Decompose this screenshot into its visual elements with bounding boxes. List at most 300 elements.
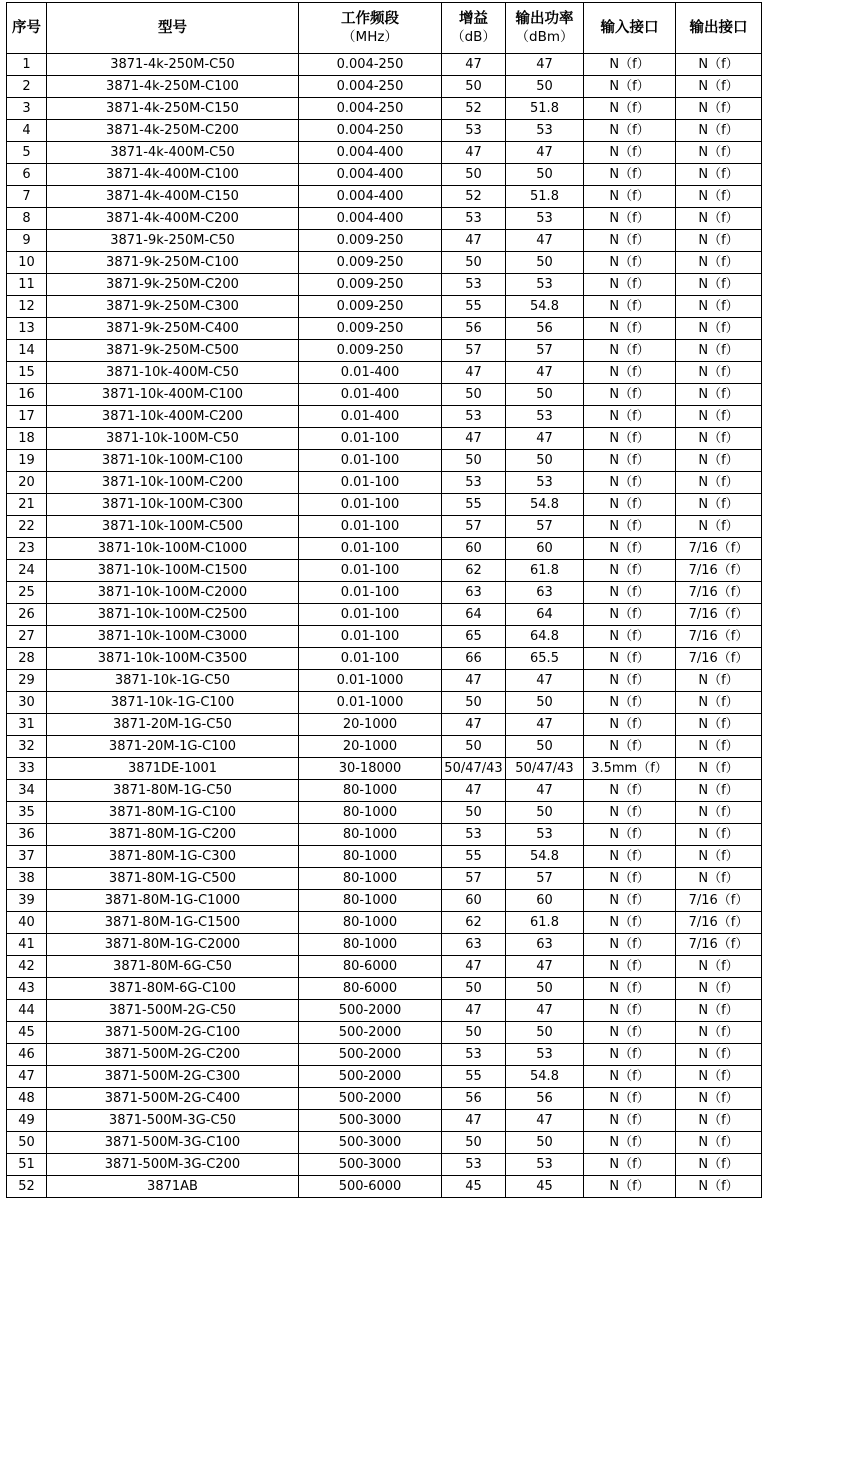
cell-model: 3871-10k-1G-C50 (47, 670, 299, 692)
cell-frequency-band: 0.004-400 (299, 142, 442, 164)
cell-output-power: 50 (506, 1022, 584, 1044)
cell-serial-number: 5 (7, 142, 47, 164)
cell-frequency-band: 0.009-250 (299, 296, 442, 318)
cell-gain: 50 (442, 1022, 506, 1044)
cell-output-power: 51.8 (506, 98, 584, 120)
cell-serial-number: 48 (7, 1088, 47, 1110)
cell-serial-number: 6 (7, 164, 47, 186)
cell-output-power: 47 (506, 428, 584, 450)
cell-serial-number: 46 (7, 1044, 47, 1066)
header-input-connector (584, 3, 676, 54)
cell-frequency-band: 80-6000 (299, 978, 442, 1000)
product-spec-table (6, 2, 762, 1198)
cell-output-power: 53 (506, 208, 584, 230)
cell-gain: 53 (442, 120, 506, 142)
cell-gain: 50 (442, 692, 506, 714)
cell-output-power: 53 (506, 824, 584, 846)
cell-output-power: 47 (506, 142, 584, 164)
cell-output-connector: N（f） (676, 714, 762, 736)
cell-gain: 53 (442, 406, 506, 428)
header-model-label: 型号 (158, 20, 187, 36)
cell-gain: 53 (442, 274, 506, 296)
cell-input-connector: N（f） (584, 120, 676, 142)
cell-model: 3871-9k-250M-C500 (47, 340, 299, 362)
table-row (7, 142, 762, 164)
cell-input-connector: N（f） (584, 714, 676, 736)
cell-serial-number: 1 (7, 54, 47, 76)
cell-frequency-band: 0.01-100 (299, 450, 442, 472)
cell-output-power: 50 (506, 736, 584, 758)
cell-output-connector: N（f） (676, 230, 762, 252)
cell-serial-number: 8 (7, 208, 47, 230)
cell-input-connector: N（f） (584, 692, 676, 714)
cell-output-connector: N（f） (676, 296, 762, 318)
table-row (7, 648, 762, 670)
cell-model: 3871-80M-1G-C1000 (47, 890, 299, 912)
cell-model: 3871-10k-400M-C200 (47, 406, 299, 428)
table-row (7, 516, 762, 538)
cell-input-connector: N（f） (584, 1000, 676, 1022)
cell-model: 3871-4k-250M-C100 (47, 76, 299, 98)
header-gain-unit: （dB） (451, 29, 496, 45)
cell-serial-number: 29 (7, 670, 47, 692)
cell-gain: 50 (442, 164, 506, 186)
cell-gain: 52 (442, 186, 506, 208)
cell-model: 3871-10k-100M-C200 (47, 472, 299, 494)
cell-frequency-band: 80-1000 (299, 824, 442, 846)
table-row (7, 934, 762, 956)
cell-output-connector: N（f） (676, 472, 762, 494)
cell-serial-number: 50 (7, 1132, 47, 1154)
cell-gain: 53 (442, 208, 506, 230)
cell-output-connector: N（f） (676, 1132, 762, 1154)
cell-gain: 65 (442, 626, 506, 648)
cell-serial-number: 42 (7, 956, 47, 978)
header-output-connector-label: 输出接口 (689, 20, 748, 36)
cell-frequency-band: 0.01-100 (299, 516, 442, 538)
cell-model: 3871-10k-100M-C300 (47, 494, 299, 516)
cell-frequency-band: 0.01-100 (299, 626, 442, 648)
cell-frequency-band: 500-2000 (299, 1066, 442, 1088)
header-frequency-band (299, 3, 442, 54)
cell-serial-number: 4 (7, 120, 47, 142)
cell-model: 3871-500M-2G-C200 (47, 1044, 299, 1066)
cell-input-connector: N（f） (584, 362, 676, 384)
cell-serial-number: 52 (7, 1176, 47, 1198)
cell-serial-number: 10 (7, 252, 47, 274)
table-row (7, 1154, 762, 1176)
header-input-connector-label: 输入接口 (600, 20, 659, 36)
cell-model: 3871-9k-250M-C50 (47, 230, 299, 252)
cell-frequency-band: 0.01-400 (299, 362, 442, 384)
cell-output-connector: N（f） (676, 978, 762, 1000)
cell-input-connector: N（f） (584, 1176, 676, 1198)
table-row (7, 670, 762, 692)
cell-serial-number: 43 (7, 978, 47, 1000)
cell-serial-number: 30 (7, 692, 47, 714)
cell-model: 3871-4k-250M-C200 (47, 120, 299, 142)
cell-frequency-band: 80-1000 (299, 780, 442, 802)
cell-frequency-band: 0.01-100 (299, 648, 442, 670)
cell-serial-number: 11 (7, 274, 47, 296)
cell-output-connector: N（f） (676, 208, 762, 230)
cell-model: 3871-10k-100M-C3000 (47, 626, 299, 648)
cell-model: 3871-80M-6G-C100 (47, 978, 299, 1000)
cell-output-power: 60 (506, 890, 584, 912)
header-frequency-band-label: 工作频段 (341, 11, 399, 27)
cell-output-power: 54.8 (506, 494, 584, 516)
cell-model: 3871-4k-250M-C50 (47, 54, 299, 76)
header-output-power (506, 3, 584, 54)
cell-frequency-band: 0.01-400 (299, 406, 442, 428)
cell-frequency-band: 20-1000 (299, 714, 442, 736)
cell-frequency-band: 80-1000 (299, 934, 442, 956)
cell-model: 3871-9k-250M-C100 (47, 252, 299, 274)
cell-model: 3871-10k-400M-C50 (47, 362, 299, 384)
table-row (7, 230, 762, 252)
table-row (7, 54, 762, 76)
cell-output-power: 51.8 (506, 186, 584, 208)
table-row (7, 714, 762, 736)
cell-output-connector: 7/16（f） (676, 890, 762, 912)
table-row (7, 1132, 762, 1154)
cell-input-connector: N（f） (584, 582, 676, 604)
cell-output-power: 56 (506, 318, 584, 340)
cell-gain: 50 (442, 978, 506, 1000)
cell-output-connector: N（f） (676, 120, 762, 142)
cell-model: 3871-500M-2G-C300 (47, 1066, 299, 1088)
cell-input-connector: N（f） (584, 538, 676, 560)
cell-gain: 63 (442, 934, 506, 956)
cell-output-connector: N（f） (676, 1154, 762, 1176)
table-header (7, 3, 762, 54)
cell-serial-number: 47 (7, 1066, 47, 1088)
cell-output-connector: N（f） (676, 406, 762, 428)
table-row (7, 494, 762, 516)
cell-model: 3871-4k-400M-C150 (47, 186, 299, 208)
cell-gain: 53 (442, 1154, 506, 1176)
cell-gain: 60 (442, 538, 506, 560)
cell-output-power: 50 (506, 1132, 584, 1154)
cell-frequency-band: 0.004-250 (299, 98, 442, 120)
table-row (7, 1000, 762, 1022)
table-row (7, 362, 762, 384)
cell-model: 3871-500M-2G-C400 (47, 1088, 299, 1110)
cell-output-power: 60 (506, 538, 584, 560)
table-row (7, 560, 762, 582)
cell-output-power: 50 (506, 76, 584, 98)
cell-output-connector: N（f） (676, 1110, 762, 1132)
table-row (7, 472, 762, 494)
cell-output-connector: N（f） (676, 1066, 762, 1088)
cell-output-power: 54.8 (506, 846, 584, 868)
cell-input-connector: N（f） (584, 780, 676, 802)
cell-gain: 52 (442, 98, 506, 120)
cell-output-connector: N（f） (676, 450, 762, 472)
table-row (7, 626, 762, 648)
cell-input-connector: N（f） (584, 252, 676, 274)
cell-serial-number: 23 (7, 538, 47, 560)
header-output-power-label: 输出功率 (515, 11, 574, 27)
cell-gain: 47 (442, 428, 506, 450)
cell-gain: 50 (442, 802, 506, 824)
cell-serial-number: 24 (7, 560, 47, 582)
cell-output-connector: 7/16（f） (676, 912, 762, 934)
cell-serial-number: 19 (7, 450, 47, 472)
cell-output-power: 50 (506, 384, 584, 406)
cell-gain: 47 (442, 714, 506, 736)
cell-frequency-band: 0.01-100 (299, 428, 442, 450)
cell-output-connector: N（f） (676, 780, 762, 802)
cell-output-connector: 7/16（f） (676, 934, 762, 956)
cell-serial-number: 21 (7, 494, 47, 516)
cell-output-power: 63 (506, 934, 584, 956)
cell-frequency-band: 30-18000 (299, 758, 442, 780)
table-row (7, 186, 762, 208)
cell-output-power: 57 (506, 516, 584, 538)
cell-gain: 47 (442, 670, 506, 692)
table-row (7, 758, 762, 780)
cell-input-connector: N（f） (584, 428, 676, 450)
cell-input-connector: N（f） (584, 296, 676, 318)
cell-frequency-band: 0.01-100 (299, 538, 442, 560)
cell-model: 3871-80M-1G-C500 (47, 868, 299, 890)
cell-model: 3871-10k-100M-C3500 (47, 648, 299, 670)
cell-output-connector: N（f） (676, 736, 762, 758)
cell-model: 3871-80M-1G-C100 (47, 802, 299, 824)
cell-output-power: 47 (506, 670, 584, 692)
cell-output-power: 50 (506, 252, 584, 274)
cell-input-connector: N（f） (584, 1022, 676, 1044)
cell-output-connector: N（f） (676, 252, 762, 274)
table-row (7, 1044, 762, 1066)
cell-input-connector: N（f） (584, 978, 676, 1000)
table-row (7, 120, 762, 142)
cell-gain: 47 (442, 956, 506, 978)
cell-frequency-band: 500-3000 (299, 1154, 442, 1176)
cell-output-connector: N（f） (676, 428, 762, 450)
cell-output-connector: 7/16（f） (676, 582, 762, 604)
cell-frequency-band: 0.009-250 (299, 318, 442, 340)
cell-gain: 47 (442, 54, 506, 76)
table-row (7, 1022, 762, 1044)
cell-serial-number: 41 (7, 934, 47, 956)
cell-frequency-band: 0.01-100 (299, 472, 442, 494)
cell-output-connector: N（f） (676, 164, 762, 186)
cell-gain: 50 (442, 384, 506, 406)
cell-serial-number: 39 (7, 890, 47, 912)
cell-output-connector: N（f） (676, 1088, 762, 1110)
header-gain (442, 3, 506, 54)
cell-frequency-band: 80-1000 (299, 802, 442, 824)
table-row (7, 538, 762, 560)
cell-input-connector: N（f） (584, 516, 676, 538)
table-row (7, 846, 762, 868)
cell-gain: 50 (442, 76, 506, 98)
cell-frequency-band: 80-1000 (299, 890, 442, 912)
header-model (47, 3, 299, 54)
cell-output-power: 53 (506, 1044, 584, 1066)
cell-gain: 62 (442, 560, 506, 582)
cell-output-connector: N（f） (676, 1000, 762, 1022)
cell-output-power: 57 (506, 868, 584, 890)
table-row (7, 428, 762, 450)
cell-output-power: 53 (506, 1154, 584, 1176)
cell-model: 3871-10k-100M-C1000 (47, 538, 299, 560)
cell-serial-number: 31 (7, 714, 47, 736)
cell-frequency-band: 0.01-1000 (299, 692, 442, 714)
cell-output-connector: N（f） (676, 384, 762, 406)
cell-frequency-band: 500-2000 (299, 1044, 442, 1066)
table-row (7, 98, 762, 120)
cell-input-connector: N（f） (584, 1110, 676, 1132)
cell-serial-number: 34 (7, 780, 47, 802)
cell-model: 3871-9k-250M-C400 (47, 318, 299, 340)
cell-output-power: 47 (506, 362, 584, 384)
cell-serial-number: 37 (7, 846, 47, 868)
table-row (7, 890, 762, 912)
cell-frequency-band: 0.009-250 (299, 274, 442, 296)
cell-output-connector: N（f） (676, 868, 762, 890)
cell-output-power: 54.8 (506, 1066, 584, 1088)
cell-frequency-band: 0.01-100 (299, 560, 442, 582)
cell-output-connector: N（f） (676, 340, 762, 362)
cell-frequency-band: 500-2000 (299, 1022, 442, 1044)
cell-output-power: 45 (506, 1176, 584, 1198)
cell-model: 3871-500M-3G-C50 (47, 1110, 299, 1132)
cell-serial-number: 18 (7, 428, 47, 450)
cell-output-connector: N（f） (676, 846, 762, 868)
cell-model: 3871-80M-1G-C50 (47, 780, 299, 802)
cell-output-power: 50/47/43 (506, 758, 584, 780)
cell-serial-number: 22 (7, 516, 47, 538)
header-output-power-unit: （dBm） (515, 29, 574, 45)
cell-model: 3871-10k-1G-C100 (47, 692, 299, 714)
table-row (7, 208, 762, 230)
cell-gain: 47 (442, 142, 506, 164)
cell-gain: 55 (442, 296, 506, 318)
table-row (7, 318, 762, 340)
cell-serial-number: 32 (7, 736, 47, 758)
cell-gain: 55 (442, 494, 506, 516)
cell-gain: 47 (442, 1000, 506, 1022)
cell-serial-number: 33 (7, 758, 47, 780)
cell-model: 3871-80M-1G-C2000 (47, 934, 299, 956)
cell-input-connector: N（f） (584, 1132, 676, 1154)
cell-serial-number: 15 (7, 362, 47, 384)
cell-output-connector: 7/16（f） (676, 560, 762, 582)
cell-gain: 47 (442, 230, 506, 252)
cell-output-connector: 7/16（f） (676, 538, 762, 560)
table-row (7, 780, 762, 802)
cell-output-power: 56 (506, 1088, 584, 1110)
cell-model: 3871-10k-100M-C2000 (47, 582, 299, 604)
table-row (7, 296, 762, 318)
cell-output-connector: N（f） (676, 692, 762, 714)
cell-serial-number: 13 (7, 318, 47, 340)
cell-input-connector: N（f） (584, 318, 676, 340)
table-row (7, 76, 762, 98)
cell-frequency-band: 0.009-250 (299, 230, 442, 252)
cell-model: 3871-80M-1G-C1500 (47, 912, 299, 934)
cell-frequency-band: 0.01-1000 (299, 670, 442, 692)
cell-frequency-band: 0.01-100 (299, 494, 442, 516)
cell-output-power: 50 (506, 164, 584, 186)
cell-input-connector: N（f） (584, 164, 676, 186)
cell-model: 3871-80M-6G-C50 (47, 956, 299, 978)
cell-frequency-band: 0.004-400 (299, 186, 442, 208)
cell-output-power: 47 (506, 956, 584, 978)
cell-frequency-band: 0.01-400 (299, 384, 442, 406)
cell-frequency-band: 0.01-100 (299, 604, 442, 626)
cell-gain: 62 (442, 912, 506, 934)
cell-frequency-band: 500-6000 (299, 1176, 442, 1198)
header-gain-label: 增益 (459, 11, 488, 27)
cell-input-connector: N（f） (584, 54, 676, 76)
table-row (7, 252, 762, 274)
cell-output-power: 47 (506, 1110, 584, 1132)
table-row (7, 604, 762, 626)
cell-model: 3871-4k-250M-C150 (47, 98, 299, 120)
cell-output-power: 47 (506, 714, 584, 736)
cell-gain: 50 (442, 1132, 506, 1154)
cell-input-connector: N（f） (584, 1088, 676, 1110)
cell-gain: 56 (442, 318, 506, 340)
cell-frequency-band: 500-2000 (299, 1000, 442, 1022)
cell-frequency-band: 500-3000 (299, 1132, 442, 1154)
cell-output-power: 53 (506, 406, 584, 428)
cell-gain: 55 (442, 1066, 506, 1088)
cell-serial-number: 12 (7, 296, 47, 318)
table-row (7, 384, 762, 406)
cell-input-connector: N（f） (584, 1154, 676, 1176)
table-body (7, 54, 762, 1198)
table-row (7, 1176, 762, 1198)
cell-model: 3871-10k-400M-C100 (47, 384, 299, 406)
cell-output-power: 63 (506, 582, 584, 604)
table-row (7, 868, 762, 890)
cell-input-connector: N（f） (584, 472, 676, 494)
table-row (7, 802, 762, 824)
cell-input-connector: N（f） (584, 890, 676, 912)
cell-model: 3871-20M-1G-C100 (47, 736, 299, 758)
cell-input-connector: N（f） (584, 98, 676, 120)
cell-frequency-band: 80-6000 (299, 956, 442, 978)
cell-output-power: 54.8 (506, 296, 584, 318)
cell-output-connector: N（f） (676, 142, 762, 164)
cell-frequency-band: 0.004-250 (299, 76, 442, 98)
cell-serial-number: 27 (7, 626, 47, 648)
cell-input-connector: N（f） (584, 142, 676, 164)
cell-model: 3871-500M-3G-C100 (47, 1132, 299, 1154)
table-row (7, 978, 762, 1000)
cell-output-connector: N（f） (676, 186, 762, 208)
cell-output-connector: N（f） (676, 54, 762, 76)
cell-gain: 57 (442, 340, 506, 362)
cell-serial-number: 44 (7, 1000, 47, 1022)
cell-serial-number: 49 (7, 1110, 47, 1132)
table-row (7, 692, 762, 714)
cell-gain: 53 (442, 824, 506, 846)
cell-serial-number: 38 (7, 868, 47, 890)
cell-input-connector: N（f） (584, 626, 676, 648)
cell-gain: 64 (442, 604, 506, 626)
cell-frequency-band: 0.004-400 (299, 164, 442, 186)
cell-model: 3871-20M-1G-C50 (47, 714, 299, 736)
cell-model: 3871-4k-400M-C100 (47, 164, 299, 186)
cell-serial-number: 40 (7, 912, 47, 934)
cell-frequency-band: 80-1000 (299, 912, 442, 934)
